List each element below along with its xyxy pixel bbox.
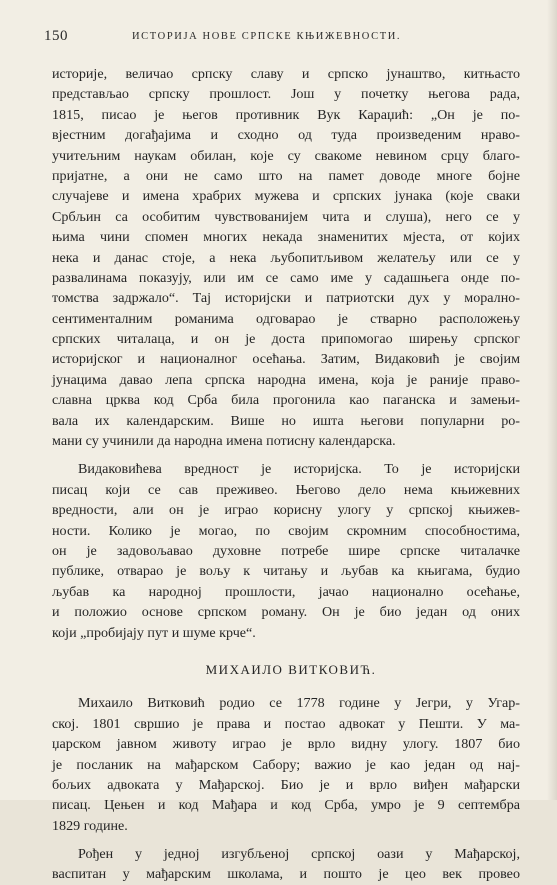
paragraph-gap — [52, 836, 520, 844]
text-line: развалинама показују, или им се само име у садашњега онде по- — [52, 269, 520, 286]
text-line: славна црква код Срба била прогонила као паганска и замењи- — [52, 392, 520, 409]
page-number: 150 — [44, 28, 68, 44]
text-line: историјског и националног осећања. Затим, Видаковић је својим — [52, 351, 520, 368]
paragraph-vidakovic-history — [52, 64, 520, 451]
text-line: Видаковићева вредност је историјска. То је историјски — [78, 461, 520, 478]
text-line: љубав ка народној прошлости, јачао национално осећање, — [52, 583, 520, 600]
text-line: бољих адвоката у Мађарској. Био је и врло виђен мађарски — [52, 776, 520, 793]
text-line: писац који се сав преживео. Његово дело нема књижевних — [52, 481, 520, 498]
text-line: публике, отварао је вољу к читању и љубав ка књигама, будио — [52, 563, 520, 580]
text-line: је посланик на мађарском Сабору; важио је као један од нај- — [52, 756, 520, 773]
text-line: и положио основе српском роману. Он је био један од оних — [52, 604, 520, 621]
text-line: представљао српску прошлост. Још у почетку његова рада, — [52, 86, 520, 103]
text-line: вала их календарским. Више но ишта његови популарни ро- — [52, 412, 520, 429]
text-line: 1815, писао је његов противник Вук Караџић: „Он је по- — [52, 106, 520, 123]
text-line: случајеве и имена храбрих мужева и српских јунака (које сваки — [52, 188, 520, 205]
paragraph-gap — [52, 451, 520, 459]
text-line: њима чини спомен многих некада знаменитих мјеста, от којих — [52, 229, 520, 246]
text-line: српских читалаца, и он је доста припомогао ширењу српског — [52, 331, 520, 348]
page-header — [44, 28, 514, 50]
paragraph-vitkovic-upbringing — [52, 844, 520, 885]
text-line: 1829 године. — [52, 817, 128, 834]
text-line: нека и данас стоје, а нека љубопитљивом желатељу или се у — [52, 249, 520, 266]
text-line: ности. Колико је могао, по својим скромним способностима, — [52, 522, 520, 539]
text-line: писац. Цењен и код Мађара и код Срба, умро је 9 септембра — [52, 797, 520, 814]
text-line: џарском јавном животу играо је врло видну улогу. 1807 био — [52, 736, 520, 753]
paragraph-vitkovic-bio — [52, 693, 520, 836]
text-line: ској. 1801 свршио је права и постао адвокат у Пешти. У ма- — [52, 715, 520, 732]
text-line: Рођен у једној изгубљеној српској оази у Мађарској, — [78, 846, 520, 863]
body-text — [52, 64, 520, 885]
paragraph-vidakovic-value — [52, 459, 520, 643]
text-line: Србљин са особитим чувствованијем чита и слуша), него се у — [52, 208, 520, 225]
text-line: учитељним наукам обилан, које су свакоме невином срцу благо- — [52, 147, 520, 164]
section-heading-text: МИХАИЛО ВИТКОВИЋ. — [205, 661, 377, 677]
text-line: Михаило Витковић родио се 1778 године у Јегри, у Угар- — [78, 695, 520, 712]
text-line: јунацима давао лепа српска народна имена, која је раније право- — [52, 371, 520, 388]
text-line: историје, величао српску славу и српско јунаштво, китњасто — [52, 66, 520, 82]
text-line: који „пробијају пут и шуме крче“. — [52, 624, 256, 641]
text-line: мани су учинили да народна имена потисну календарска. — [52, 433, 396, 450]
text-line: вредности, али он је играо корисну улогу у српској књижев- — [52, 502, 520, 519]
text-line: сентименталним романима одговарао је стварно расположењу — [52, 310, 520, 327]
text-line: он је задовољавао духовне потребе шире српске читалачке — [52, 542, 520, 559]
text-line: вјестним догађајима и сходно од туда произведеним нраво- — [52, 127, 520, 144]
running-title: ИСТОРИЈА НОВЕ СРПСКЕ КЊИЖЕВНОСТИ. — [132, 31, 402, 42]
text-line: васпитан у мађарским школама, и пошто је цео век провео — [52, 866, 520, 883]
text-line: томства задржало“. Тај историјски и патриотски дух у морално- — [52, 290, 520, 307]
text-line: пријатне, а они не само што на памет доводе многе бојне — [52, 167, 520, 184]
section-heading — [52, 660, 520, 680]
